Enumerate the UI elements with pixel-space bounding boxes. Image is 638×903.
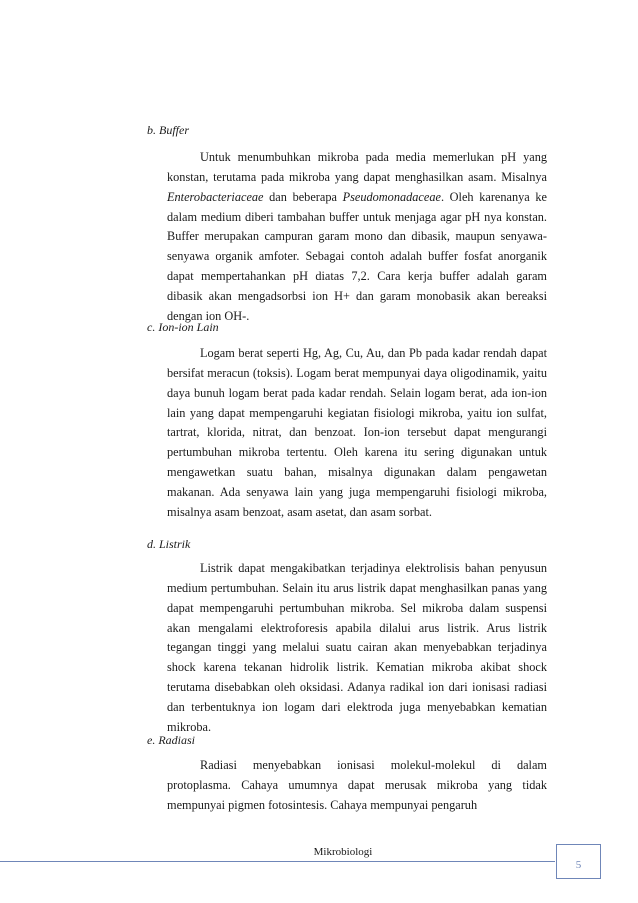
page-number: 5 [575, 859, 582, 871]
paragraph-text: . Oleh karenanya ke dalam medium diberi tambahan buffer untuk menjaga agar pH nya konstan. Buffer merupakan campuran garam mono dan dibasik, maupun senyawa-senyawa organik amfoter. Sebagai contoh adalah buffer fosfat anorganik dapat mempertahankan pH diatas 7,2. Cara kerja buffer adalah garam dibasik akan mengadsorbsi ion H+ dan garam monobasik akan bereaksi dengan ion OH-. [167, 189, 547, 323]
paragraph-radiasi [167, 756, 547, 816]
paragraph-ion-ion-lain [167, 344, 547, 523]
italic-term: Pseudomonadaceae [342, 189, 441, 204]
footer-title: Mikrobiologi [313, 846, 373, 858]
paragraph-text: Logam berat seperti Hg, Ag, Cu, Au, dan Pb pada kadar rendah dapat bersifat meracun (toksis). Logam berat mempunyai daya oligodinamik, yaitu daya bunuh logam berat pada kadar rendah. Selain logam berat, ada ion-ion lain yang dapat mempengaruhi kegiatan fisiologi mikroba, yaitu ion sulfat, tartrat, klorida, nitrat, dan benzoat. Ion-ion tersebut dapat mengurangi pertumbuhan mikroba tertentu. Oleh karena itu sering digunakan untuk mengawetkan suatu bahan, misalnya digunakan dalam pengawetan makanan. Ada senyawa lain yang juga mempengaruhi fisiologi mikroba, misalnya asam benzoat, asam asetat, dan asam sorbat. [167, 346, 547, 519]
section-heading-buffer: b. Buffer [147, 123, 189, 137]
paragraph-text: Untuk menumbuhkan mikroba pada media memerlukan pH yang konstan, terutama pada mikroba yang dapat menghasilkan asam. Misalnya [167, 150, 547, 184]
paragraph-text: dan beberapa [263, 189, 343, 204]
section-heading-ion-ion-lain: c. Ion-ion Lain [147, 320, 219, 334]
footer-divider [0, 861, 555, 862]
paragraph-listrik [167, 559, 547, 738]
paragraph-text: Radiasi menyebabkan ionisasi molekul-molekul di dalam protoplasma. Cahaya umumnya dapat merusak mikroba yang tidak mempunyai pigmen fotosintesis. Cahaya mempunyai pengaruh [167, 758, 547, 812]
paragraph-text: Listrik dapat mengakibatkan terjadinya elektrolisis bahan penyusun medium pertumbuhan. Selain itu arus listrik dapat menghasilkan panas yang dapat mempengaruhi pertumbuhan mikroba. Sel mikroba dalam suspensi akan mengalami elektroforesis apabila dilalui arus listrik. Arus listrik tegangan tinggi yang melalui suatu cairan akan menyebabkan terjadinya shock karena tekanan hidrolik listrik. Kematian mikroba akibat shock terutama disebabkan oleh oksidasi. Adanya radikal ion dari ionisasi radiasi dan terbentuknya ion logam dari elektroda juga menyebabkan kematian mikroba. [167, 561, 547, 734]
page-number-box [556, 844, 601, 879]
italic-term: Enterobacteriaceae [167, 189, 264, 204]
section-heading-listrik: d. Listrik [147, 537, 191, 551]
paragraph-buffer [167, 148, 547, 327]
section-heading-radiasi: e. Radiasi [147, 733, 195, 747]
